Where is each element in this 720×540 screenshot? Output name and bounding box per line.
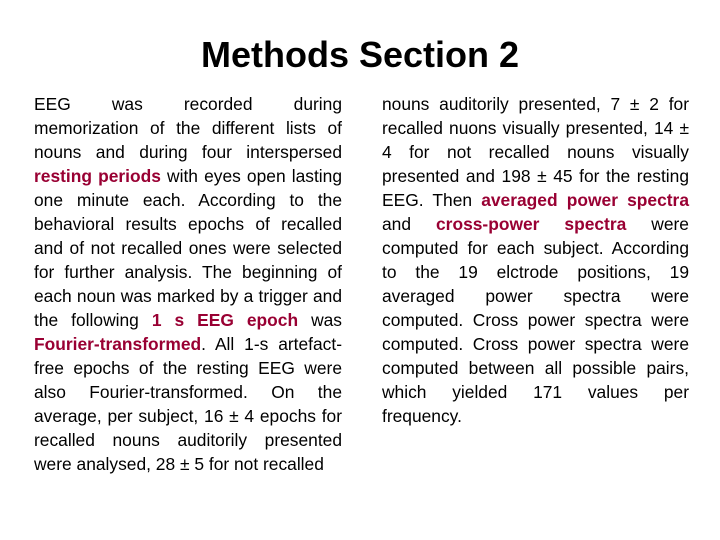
highlight-eeg-epoch: 1 s EEG epoch	[151, 310, 299, 330]
slide-title: Methods Section 2	[200, 34, 520, 75]
text-segment: was	[298, 310, 342, 330]
left-paragraph	[34, 92, 342, 476]
highlight-resting-periods: resting periods	[34, 166, 161, 186]
right-column	[382, 92, 689, 428]
text-segment: were computed for each subject. According to the 19 elctrode positions, 19 averaged power spectra were computed. Cross power spectra were computed. Cross power spectra were computed between all possible pairs, which yielded 171 values per frequency.	[382, 214, 689, 426]
right-paragraph	[382, 92, 689, 428]
text-segment: nouns auditorily presented, 7 ± 2 for recalled nuons visually presented, 14 ± 4 for not recalled nouns visually presented and 198 ± 45 for the resting EEG. Then	[382, 94, 689, 210]
text-segment: with eyes open lasting one minute each. According to the behavioral results epochs of recalled and of not recalled ones were selected for further analysis. The beginning of each noun was marked by a trigger and the following	[34, 166, 343, 330]
left-column	[34, 92, 342, 476]
highlight-cross-power-spectra: cross-power spectra	[436, 214, 627, 234]
highlight-averaged-power-spectra: averaged power spectra	[481, 190, 690, 210]
text-segment: . All 1-s artefact-free epochs of the resting EEG were also Fourier-transformed. On the average, per subject, 16 ± 4 epochs for recalled nouns auditorily presented were analysed, 28 ± 5 for not recalled	[34, 334, 342, 474]
highlight-fourier-transformed: Fourier-transformed	[34, 334, 202, 354]
text-segment: and	[382, 214, 437, 234]
text-segment: EEG was recorded during memorization of the different lists of nouns and during four interspersed	[34, 94, 342, 162]
